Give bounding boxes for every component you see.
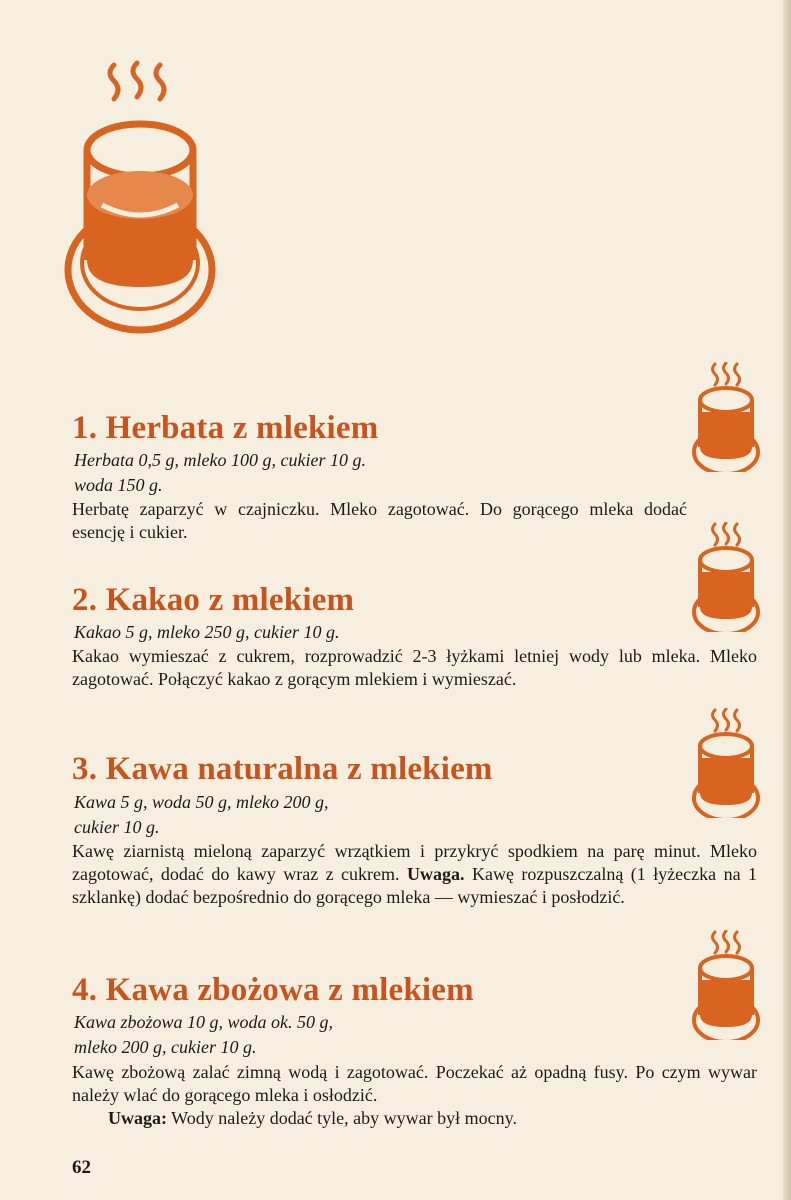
steaming-glass-icon <box>690 362 762 472</box>
recipe-title: 1. Herbata z mlekiem <box>72 410 379 446</box>
recipe-title: 2. Kakao z mlekiem <box>72 582 355 618</box>
page-edge <box>783 0 791 1200</box>
recipe-method: Kakao wymieszać z cukrem, rozprowadzić 2-3 łyżkami letniej wody lub mleka. Mleko zagotować. Połączyć kakao z gorącym mlekiem i wymieszać. <box>72 646 757 689</box>
page-number: 62 <box>72 1157 91 1178</box>
steaming-glass-icon <box>690 708 762 818</box>
recipe-method: Kawę zbożową zalać zimną wodą i zagotować. Poczekać aż opadną fusy. Po czym wywar należy wlać do gorącego mleka i osłodzić. <box>72 1062 757 1105</box>
note-label: Uwaga: <box>108 1108 167 1128</box>
recipe-title: 3. Kawa naturalna z mlekiem <box>72 751 493 787</box>
ingredients-line: Kawa 5 g, woda 50 g, mleko 200 g, <box>74 792 329 812</box>
recipe-ingredients <box>74 448 494 498</box>
steaming-glass-icon <box>690 930 762 1040</box>
ingredients-line: Kawa zbożowa 10 g, woda ok. 50 g, <box>74 1012 334 1032</box>
ingredients-line: woda 150 g. <box>74 475 163 495</box>
ingredients-line: Herbata 0,5 g, mleko 100 g, cukier 10 g. <box>74 450 366 470</box>
note-label: Uwaga. <box>407 864 465 884</box>
steaming-glass-icon <box>62 55 222 340</box>
ingredients-line: cukier 10 g. <box>74 817 160 837</box>
recipe-ingredients <box>74 620 494 645</box>
recipe-ingredients <box>74 1010 494 1060</box>
recipe-title: 4. Kawa zbożowa z mlekiem <box>72 972 474 1008</box>
ingredients-line: Kakao 5 g, mleko 250 g, cukier 10 g. <box>74 622 340 642</box>
steaming-glass-icon <box>690 522 762 632</box>
recipe-ingredients <box>74 790 494 840</box>
recipe-note: Uwaga: Wody należy dodać tyle, aby wywar był mocny. <box>108 1108 517 1128</box>
ingredients-line: mleko 200 g, cukier 10 g. <box>74 1037 257 1057</box>
recipe-method: Herbatę zaparzyć w czajniczku. Mleko zagotować. Do gorącego mleka dodać esencję i cukier. <box>72 499 687 542</box>
recipe-method: Kawę ziarnistą mieloną zaparzyć wrzątkiem i przykryć spodkiem na parę minut. Mleko zagotować, dodać do kawy wraz z cukrem. Uwaga. Kawę rozpuszczalną (1 łyżeczka na 1 szklankę) dodać bezpośrednio do gorącego mleka — wymieszać i posłodzić. <box>72 841 758 907</box>
